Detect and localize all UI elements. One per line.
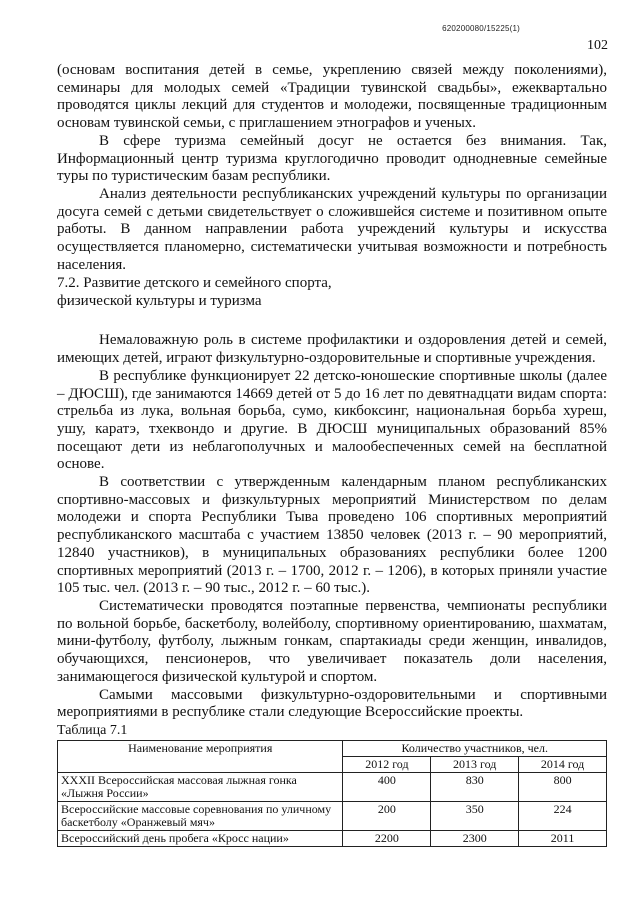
header-year: 2014 год (519, 756, 607, 772)
table-caption: Таблица 7.1 (57, 722, 128, 738)
header-event-name: Наименование мероприятия (58, 740, 343, 772)
participants-cell: 200 (343, 801, 431, 830)
paragraph: (основам воспитания детей в семье, укреплению связей между поколениями), семинары для молодых семей «Традиции тувинской свадьбы», ежеквартально проводятся циклы лекций для студентов и молодежи, посвященные традиционным основам тувинской семьи, с приглашением этнографов и ученых. (57, 62, 607, 132)
participants-cell: 400 (343, 772, 431, 801)
header-year: 2013 год (431, 756, 519, 772)
event-name: XXXII Всероссийская массовая лыжная гонка «Лыжня России» (58, 772, 343, 801)
event-name: Всероссийские массовые соревнования по уличному баскетболу «Оранжевый мяч» (58, 801, 343, 830)
page-body (57, 62, 607, 847)
participants-cell: 224 (519, 801, 607, 830)
table-row (58, 830, 607, 846)
paragraph: Анализ деятельности республиканских учреждений культуры по организации досуга семей с детьми свидетельствует о сложившейся системе и позитивном опыте работы. В данном направлении работа учреждений культуры и искусства осуществляется планомерно, систематически учитывая возможности и потребность населения. (57, 185, 607, 273)
paragraph: Систематически проводятся поэтапные первенства, чемпионаты республики по вольной борьбе, баскетболу, волейболу, спортивному ориентированию, шахматам, мини-футболу, футболу, лыжным гонкам, спартакиады среди женщин, инвалидов, обучающихся, пенсионеров, что увеличивает показатель доли населения, занимающегося физической культурой и спортом. (57, 597, 607, 685)
paragraph: Самыми массовыми физкультурно-оздоровительными и спортивными мероприятиями в республике стали следующие Всероссийские проекты. (57, 686, 607, 721)
paragraph: Немаловажную роль в системе профилактики и оздоровления детей и семей, имеющих детей, играют физкультурно-оздоровительные и спортивные учреждения. (57, 332, 607, 367)
participants-table (57, 740, 607, 847)
header-participants: Количество участников, чел. (343, 740, 607, 756)
participants-cell: 800 (519, 772, 607, 801)
participants-cell: 2011 (519, 830, 607, 846)
header-year: 2012 год (343, 756, 431, 772)
paragraph: В сфере туризма семейный досуг не остается без внимания. Так, Информационный центр туризма круглогодично проводит однодневные семейные туры по туристическим базам республики. (57, 132, 607, 185)
page-number: 102 (587, 38, 608, 53)
section-heading-line-1: 7.2. Развитие детского и семейного спорта, (57, 275, 332, 292)
participants-cell: 350 (431, 801, 519, 830)
document-id-stamp: 620200080/15225(1) (442, 24, 520, 33)
paragraph: В соответствии с утвержденным календарным планом республиканских спортивно-массовых и физкультурных мероприятий Министерством по делам молодежи и спорта Республики Тыва проведено 106 спортивных мероприятий республиканского масштаба с участием 13850 человек (2013 г. – 90 мероприятий, 12840 участников), в муниципальных образованиях республики более 1200 спортивных мероприятий (2013 г. – 1700, 2012 г. – 1206), в которых приняли участие 105 тыс. чел. (2013 г. – 90 тыс., 2012 г. – 60 тыс.). (57, 474, 607, 597)
table-header-row (58, 740, 607, 756)
paragraph: В республике функционирует 22 детско-юношеские спортивные школы (далее – ДЮСШ), где занимаются 14669 детей от 5 до 16 лет по девятнадцати видам спорта: стрельба из лука, вольная борьба, сумо, кикбоксинг, национальная борьба хуреш, ушу, каратэ, тхеквондо и другие. В ДЮСШ муниципальных образований 85% посещают дети из неблагополучных и малообеспеченных семей на бесплатной основе. (57, 367, 607, 473)
participants-cell: 830 (431, 772, 519, 801)
participants-cell: 2300 (431, 830, 519, 846)
table-row (58, 801, 607, 830)
event-name: Всероссийский день пробега «Кросс нации» (58, 830, 343, 846)
section-heading-line-2: физической культуры и туризма (57, 293, 262, 310)
participants-cell: 2200 (343, 830, 431, 846)
table-row (58, 772, 607, 801)
